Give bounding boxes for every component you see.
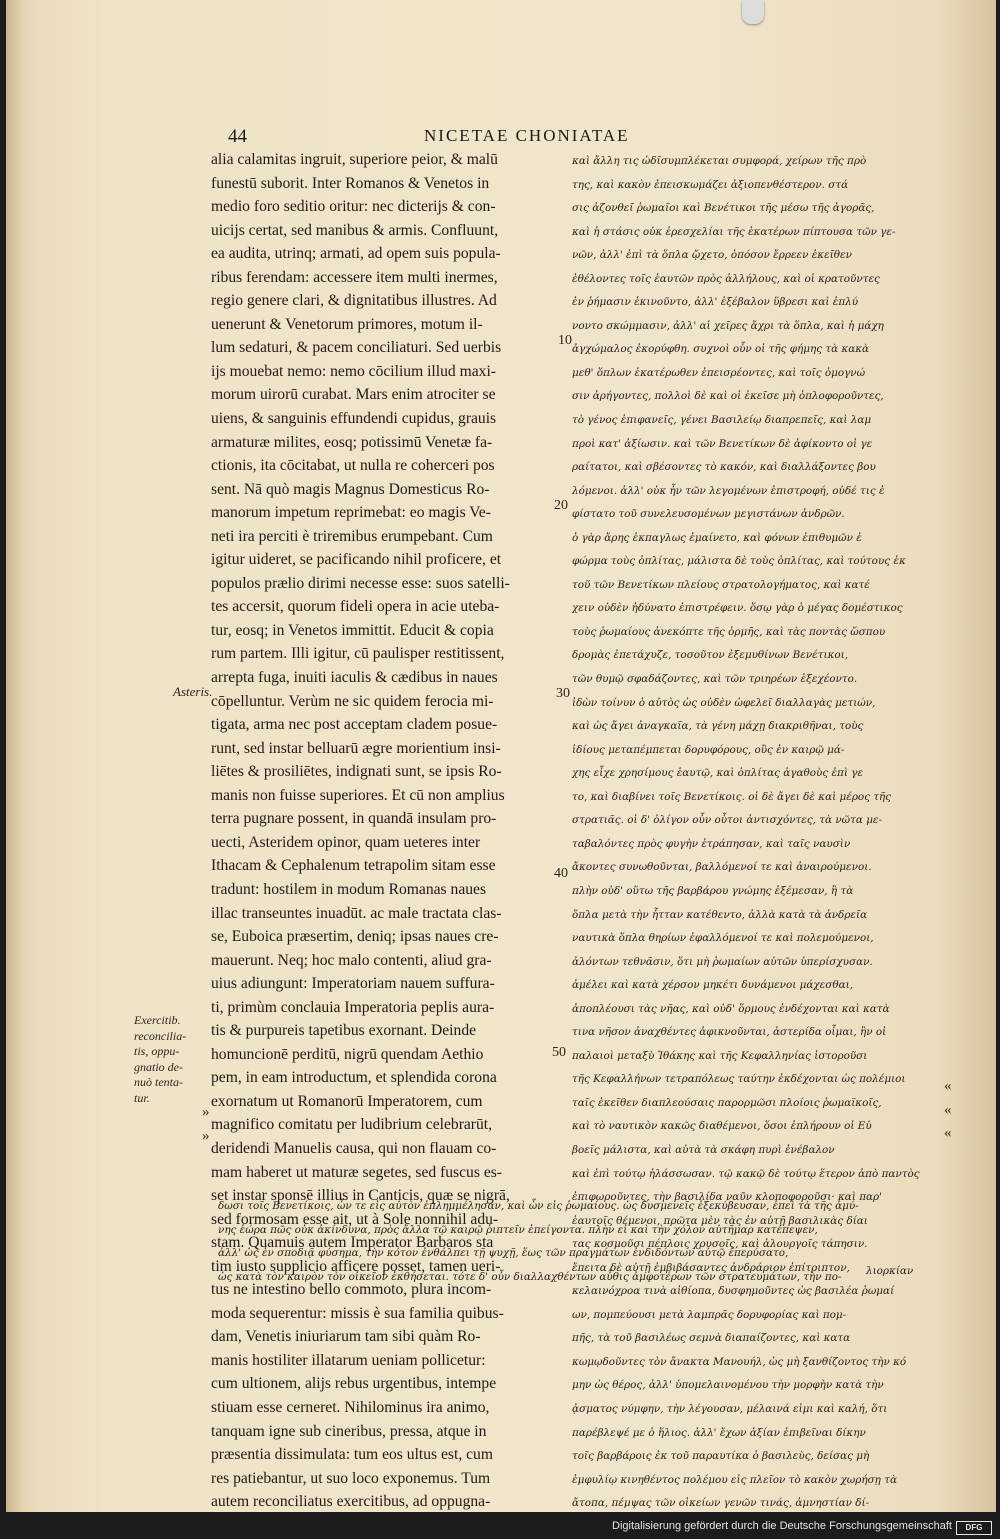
greek-text-line: παρέβλεψέ με ὁ ἥλιος. ἀλλ' ἔχων ἀξίαν ἐπιβεῖναι δίκην xyxy=(572,1426,866,1439)
latin-text-line: uecti, Asteridem opinor, quam ueteres inter xyxy=(211,833,481,851)
quote-mark: » xyxy=(202,1104,210,1120)
page-number: 44 xyxy=(228,126,247,147)
latin-text-line: tradunt: hostilem in modum Romanas naues xyxy=(211,880,487,898)
greek-text-line: τοῦ τῶν Βενετίκων πλείους στρατολογήματος, καὶ κατέ xyxy=(572,578,870,591)
greek-text-line: ἄτοπα, πέμψας τῶν οἰκείων γενῶν τινάς, ἀμνηστίαν δί- xyxy=(572,1497,870,1510)
greek-text-line: το, καὶ διαβίνει τοῖς Βενετίκοις. οἱ δὲ ἄγει δὲ καὶ μέρος τῆς xyxy=(572,790,892,803)
latin-text-line: moda sequerentur: missis è sua familia quibus- xyxy=(211,1304,504,1322)
greek-text-line: τῶν θυμῷ σφαδάζοντες, καὶ τῶν τριηρέων ἐξεχέοντο. xyxy=(572,673,858,686)
bookmark-clip xyxy=(742,0,764,24)
latin-text-line: cum ultionem, alijs rebus urgentibus, intempe xyxy=(211,1375,497,1393)
greek-text-line: τας κοσμοῦσι πέπλοις χρυσοῖς, καὶ ἁλουργοῖς τάπησιν. xyxy=(572,1238,868,1251)
book-page xyxy=(6,0,996,1512)
greek-text-line: σιν ἀρήγοντες, πολλοὶ δὲ καὶ οἱ ἐκεῖσε μὴ ὁπλοφοροῦντες, xyxy=(572,390,884,403)
greek-text-line: σις ἀζονθεῖ ῥωμαῖοι καὶ Βενέτικοι τῆς μέσω τῆς ἀγορᾶς, xyxy=(572,202,875,215)
latin-text-line: set instar sponsē illius in Canticis, quæ se nigrā, xyxy=(211,1187,510,1205)
latin-text-line: res patiebantur, ut suo loco exponemus. Tum xyxy=(211,1469,491,1487)
line-number: 30 xyxy=(556,686,570,701)
greek-text-line: λόμενοι. ἀλλ' οὐκ ἦν τῶν λεγομένων ἐπιστροφή, οὐδέ τις ἐ xyxy=(572,484,885,497)
latin-text-line: ijs mouebat nemo: nemo cōcilium illud maxi- xyxy=(211,362,496,380)
margin-note-line: tis, oppu- xyxy=(134,1044,180,1058)
greek-text-line: μεθ' ὅπλων ἑκατέρωθεν ἐπεισρέοντες, καὶ τοῖς ὁμογνώ xyxy=(572,366,866,379)
latin-text-line: liētes & prosiliētes, indignati sunt, se ipsis Ro- xyxy=(211,763,502,781)
greek-text-line: χειν οὐδὲν ἠδύνατο ἐπιστρέφειν. ὅσῳ γὰρ ὁ μέγας δομέστικος xyxy=(572,602,903,615)
latin-text-line: tis & purpureis tapetibus exornant. Deinde xyxy=(211,1022,477,1040)
greek-text-line: ὁ γὰρ ἄρης ἐκπαγλως ἐμαίνετο, καὶ φόνων ἐπιθυμῶν ἐ xyxy=(572,531,862,544)
footer-credit: Digitalisierung gefördert durch die Deutsche Forschungsgemeinschaft xyxy=(612,1520,952,1532)
latin-text-line: tes accersit, quorum fideli opera in acie uteba- xyxy=(211,598,500,616)
greek-text-line: ναυτικὰ ὅπλα θηρίων ἐφαλλόμενοί τε καὶ πολεμούμενοι, xyxy=(572,932,874,945)
greek-text-line: καὶ ἡ στάσις οὐκ ἐρεσχελίαι τῆς ἑκατέρων πίπτουσα τῶν γε- xyxy=(572,225,896,238)
line-number: 50 xyxy=(552,1045,566,1060)
latin-text-line: illac transeuntes inuadūt. ac male tractata clas- xyxy=(211,904,502,922)
latin-text-line: exornatum ut Romanorū Imperatorem, cum xyxy=(211,1092,483,1110)
latin-text-line: pem, in eam introductum, et splendida corona xyxy=(211,1069,497,1087)
latin-text-line: uenerunt & Venetorum primores, motum il- xyxy=(211,315,483,333)
greek-text-line: ταῖς ἐκεῖθεν διαπλεούσαις παρορμῶσι πλοίοις ῥωμαϊκοῖς, xyxy=(572,1096,882,1109)
latin-text-line: stiuam esse cerneret. Nihilominus ira animo, xyxy=(211,1398,490,1416)
latin-text-line: morum uirorū curabat. Mars enim atrociter se xyxy=(211,386,496,404)
greek-text-line: μην ὡς θέρος, ἀλλ' ὑπομελαινομένου τὴν μορφὴν κατὰ τὴν xyxy=(572,1379,884,1392)
latin-text-line: dam, Venetis iniuriarum tam sibi quàm Ro- xyxy=(211,1328,481,1346)
latin-text-line: regio genere clari, & dignitatibus illustres. Ad xyxy=(211,292,497,310)
greek-text-bottom xyxy=(218,1195,942,1289)
margin-note-line: Exercitib. xyxy=(134,1013,181,1027)
greek-text-line: τοῖς βαρβάροις ἐκ τοῦ παραυτίκα ὁ βασιλεὺς, δείσας μὴ xyxy=(572,1450,870,1463)
margin-note-line: nuò tenta- xyxy=(134,1075,183,1089)
latin-text-line: tur, eosq; in Venetos immittit. Educit & copia xyxy=(211,621,494,639)
greek-text-line: ᾀσματος νύμφην, τὴν λέγουσαν, μέλαινά εἰμι καὶ καλή, ὅτι xyxy=(572,1402,888,1415)
latin-text-line: deridendi Manuelis causa, qui non flauam co- xyxy=(211,1139,497,1157)
latin-text-line: homuncionē perditū, nigrū quendam Aethio xyxy=(211,1045,484,1063)
greek-text-line: ἐμφυλίῳ κινηθέντος πολέμου εἰς πλεῖον τὸ κακὸν χωρήσῃ τὰ xyxy=(572,1473,897,1486)
greek-text-line: ὡς κατὰ τὸν καιρὸν τὸν οἰκεῖον ἐκθήσεται. τότε δ' οὖν διαλλαχθέντων αὖθις ἀμφοτέρων τῶν στρατευμάτων, τὴν πο- xyxy=(218,1270,842,1283)
greek-text-column xyxy=(572,150,942,1512)
latin-text-line: se, Euboica præsertim, deniq; ipsas naues cre- xyxy=(211,928,499,946)
latin-text-line: manis hostiliter illatarum ueniam pollicetur: xyxy=(211,1351,486,1369)
dfg-logo: DFG xyxy=(956,1521,992,1535)
quote-marks-right xyxy=(944,1075,952,1146)
latin-text-line: arrepta fuga, inuiti iaculis & cædibus in naues xyxy=(211,669,498,687)
greek-text-line: φώρμα τοὺς ὁπλίτας, μάλιστα δὲ τοὺς ὁπλίτας, καὶ τούτους ἐκ xyxy=(572,555,906,568)
greek-text-line: ἀλλ' ὡς ἐν σποδιᾷ φύσημα, τὴν κότον ἐνθάλπει τῇ ψυχῇ, ἕως τῶν πραγμάτων ἐνδιδόντων αὐτῷ ἐπερύσατο, xyxy=(218,1247,789,1259)
line-number: 20 xyxy=(554,498,568,513)
latin-text-line: alia calamitas ingruit, superiore peior, & malū xyxy=(211,151,498,168)
greek-text-line: κελαινόχροα τινὰ αἰθίοπα, δυσφημοῦντες ὡς βασιλέα ῥωμαί xyxy=(572,1285,895,1298)
greek-text-line: ων, πομπεύουσι μετὰ λαμπρᾶς δορυφορίας καὶ πομ- xyxy=(572,1308,847,1321)
greek-text-line: καὶ ἄλλη τις ὠδῖσυμπλέκεται συμφορά, χείρων τῆς πρὸ xyxy=(572,155,867,167)
latin-text-line: mauerunt. Neq; hoc malo contenti, aliud gra- xyxy=(211,951,492,969)
greek-text-line: καὶ τὸ ναυτικὸν κακῶς διαθέμενοι, ὅσοι ἐπλήρουν οἱ Εὐ xyxy=(572,1120,872,1133)
running-title: NICETAE CHONIATAE xyxy=(424,126,630,145)
greek-text-line: νοντο σκώμμασιν, ἀλλ' αἱ χεῖρες ἄχρι τὰ ὅπλα, καὶ ἡ μάχη xyxy=(572,319,884,332)
footer-bar xyxy=(0,1512,1000,1539)
greek-text-line: ὅπλα μετὰ τὴν ἧτταν κατέθεντο, ἀλλὰ κατὰ τὰ ἀνδρεῖα xyxy=(572,908,868,921)
quote-mark: « xyxy=(944,1078,952,1094)
latin-text-line: sed formosam esse ait, ut à Sole nonnihil adu- xyxy=(211,1210,499,1228)
margin-note-line: tur. xyxy=(134,1090,150,1105)
greek-text-line: κωμῳδοῦντες τὸν ἄνακτα Μανουήλ, ὡς μὴ ξανθίζοντος τὴν κό xyxy=(572,1355,907,1368)
latin-text-line: rum partem. Illi igitur, cū paulisper restitissent, xyxy=(211,645,505,663)
page-header xyxy=(6,126,996,150)
latin-text-line: ti, primùm conclauia Imperatoria peplis aura- xyxy=(211,998,495,1016)
latin-text-line: sent. Nā quò magis Magnus Domesticus Ro- xyxy=(211,480,490,498)
greek-text-line: της, καὶ κακὸν ἐπεισκωμάζει ἀξιοπενθέστερον. στά xyxy=(572,178,849,191)
latin-text-line: tim iusto supplicio afficere posset, tamen ueri- xyxy=(211,1257,501,1275)
latin-text-line: populos prælio dirimi necesse esse: suos satelli- xyxy=(211,574,510,592)
line-number: 10 xyxy=(558,333,572,348)
greek-text-line: βοεῖς μάλιστα, καὶ αὐτὰ τὰ σκάφη πυρὶ ἐνέβαλον xyxy=(572,1143,835,1156)
latin-text-line: funestū suborit. Inter Romanos & Venetos in xyxy=(211,174,490,192)
greek-text-line: ἀποπλέουσι τὰς νῆας, καὶ οὐδ' ὅρμους ἐνδέχονται καὶ κατὰ xyxy=(572,1002,890,1015)
greek-text-line: πλὴν οὐδ' οὕτω τῆς βαρβάρου γνώμης ἐξέμεσαν, ἢ τὰ xyxy=(572,884,854,897)
greek-text-line: ραίτατοι, καὶ σβέσοντες τὸ κακόν, καὶ διαλλάξοντες βου xyxy=(572,461,876,474)
page-gutter xyxy=(6,0,24,1512)
latin-text-line: Ithacam & Cephalenum tetrapolim sitam esse xyxy=(211,857,496,875)
greek-text-line: ἐπιφωροῦντες, τὴν βασιλίδα ναῦν κλοποφοροῦσι· καὶ παρ' xyxy=(572,1191,883,1204)
greek-text-line: ἀμέλει καὶ κατὰ χέρσον μηκέτι δυνάμενοι μάχεσθαι, xyxy=(572,979,853,992)
greek-text-line: ἰδίους μεταπέμπεται δορυφόρους, οὓς ἐν καιρῷ μά- xyxy=(572,743,845,756)
latin-text-line: uiens, & sanguinis effundendi cupidus, grauis xyxy=(211,410,497,428)
greek-text-line: ταβαλόντες πρὸς φυγὴν ἐτράπησαν, καὶ ταῖς ναυσὶν xyxy=(572,837,851,850)
line-number: 40 xyxy=(554,866,568,881)
greek-text-line: καὶ ὡς ἄγει ἀναγκαῖα, τὰ γένη μάχῃ διακριθῆναι, τοὺς xyxy=(572,720,864,733)
greek-text-line: χης εἶχε χρησίμους ἑαυτῷ, καὶ ὁπλίτας ἀγαθοὺς ἐπὶ γε xyxy=(572,767,864,780)
margin-note-exercitib xyxy=(134,1013,186,1106)
latin-text-line: tigata, arma nec post acceptam cladem posue- xyxy=(211,716,498,734)
latin-text-line: magnifico comitatu per ludibrium celebrarūt, xyxy=(211,1116,493,1134)
latin-text-line: autem reconciliatus exercitibus, ad oppugna- xyxy=(211,1493,491,1511)
greek-text-line: ἑαυτοῖς θέμενοι, πρῶτα μὲν τὰς ἐν αὐτῇ βασιλικὰς δίαι xyxy=(572,1214,868,1227)
latin-text-line: ribus ferendam: accessere item multi inermes, xyxy=(211,268,498,286)
greek-text-line: νῶν, ἀλλ' ἐπὶ τὰ ὅπλα ᾤχετο, ὁπόσον ἔρρεεν ἐκεῖθεν xyxy=(572,249,852,262)
greek-text-line: παλαιοὶ μεταξὺ Ἰθάκης καὶ τῆς Κεφαλληνίας ἱστοροῦσι xyxy=(572,1049,868,1062)
latin-text-line: armaturæ milites, eosq; potissimū Venetæ fa- xyxy=(211,433,493,451)
quote-mark: « xyxy=(944,1125,952,1141)
latin-text-line: uius adiungunt: Imperatoriam nauem suffura- xyxy=(211,975,495,993)
latin-text-line: lum sedaturi, & pacem conciliaturi. Sed uerbis xyxy=(211,339,502,357)
latin-text-line: stam. Quamuis autem Imperator Barbaros sta xyxy=(211,1234,494,1252)
greek-text-line: τῆς Κεφαλλήνων τετραπόλεως ταύτην ἐκδέχονται ὡς πολέμιοι xyxy=(572,1073,906,1086)
quote-mark: « xyxy=(944,1101,952,1118)
greek-text-line: στρατιᾶς. οἱ δ' ὀλίγον οὖν οὗτοι ἀντισχόντες, τὰ νῶτα με- xyxy=(572,814,883,827)
latin-text-line: runt, sed instar belluarū ægre morientium insi- xyxy=(211,739,501,757)
margin-note-asteris: Asteris. xyxy=(173,684,213,699)
margin-note-line: reconcilia- xyxy=(134,1028,187,1043)
greek-text-line: προὶ κατ' ἀξίωσιν. καὶ τῶν Βενετίκων δὲ ἀφίκοντο οἱ γε xyxy=(572,437,873,450)
greek-text-line: φίστατο τοῦ συνελευσομένων μεγιστάνων ἀνδρῶν. xyxy=(572,508,845,521)
latin-text-line: cōpelluntur. Verùm ne sic quidem ferocia mi- xyxy=(211,692,494,710)
greek-text-line: ἰδὼν τοίνυν ὁ αὐτὸς ὡς οὐδὲν ὠφελεῖ διαλλαγὰς μετιών, xyxy=(572,696,876,709)
latin-text-line: tus ne intestino bello commoto, plura incom- xyxy=(211,1281,492,1299)
latin-text-line: neti ira perciti è triremibus erumpebant. Cum xyxy=(211,527,493,545)
greek-text-line: ἐν ῥήμασιν ἐκινοῦντο, ἀλλ' ἐξέβαλον ὕβρεσι καὶ ἐπλύ xyxy=(572,296,859,309)
greek-text-line: ἀγχώμαλος ἐκορύφθη. συχνοὶ οὖν οἱ τῆς φήμης τὰ κακὰ xyxy=(572,343,870,356)
greek-text-line: καὶ ἐπὶ τούτῳ ἠλάσσωσαν. τῷ κακῷ δὲ τούτῳ ἕτερον ἀπὸ παντὸς xyxy=(572,1167,920,1180)
greek-text-line: ἀλόντων τεθνᾶσιν, ὅτι μὴ ῥωμαίων αὐτῶν ὑπερίσχυσαν. xyxy=(572,955,873,968)
quote-marks-left xyxy=(202,1101,210,1148)
greek-text-line: τοὺς ῥωμαίους ἀνεκόπτε τῆς ὁρμῆς, καὶ τὰς ποντὰς ὥσπου xyxy=(572,625,886,638)
greek-text-line: δρομὰς ἐπετάχυζε, τοσοῦτον ἐξεμυθίνων Βενέτικοι, xyxy=(572,649,849,662)
latin-text-line: manis non fuisse superiores. Et cū non amplius xyxy=(211,786,505,804)
greek-text-line: πῆς, τὰ τοῦ βασιλέως σεμνὰ διαπαίζοντες, καὶ κατα xyxy=(572,1332,851,1345)
latin-text-line: manorum impetum reprimebat: eo magis Ve- xyxy=(211,504,491,522)
latin-text-line: ctionis, ita cōcitabat, ut nulla re coherceri pos xyxy=(211,457,495,475)
latin-text-line: præsentia dissimulata: tum eos ultus est, cum xyxy=(211,1446,493,1464)
latin-text-line: terra pugnare possent, in quandā insulam pro- xyxy=(211,810,497,828)
greek-text-line: τινα νῆσον ἀναχθέντες ἀφικνοῦνται, ἀστερίδα οἶμαι, ἣν οἱ xyxy=(572,1026,887,1039)
latin-text-line: ea audita, utrinq; armati, ad opem suis popula- xyxy=(211,245,501,263)
greek-text-line: ἐθέλοντες τοῖς ἑαυτῶν πρὸς ἀλλήλους, καὶ οἱ κρατοῦντες xyxy=(572,272,880,285)
greek-final-word: λιορκίαν xyxy=(866,1265,914,1277)
margin-note-line: gnatio de- xyxy=(134,1059,183,1074)
greek-text-line: δωσι τοῖς Βενετίκοις, ὧν τε εἰς αὐτὸν ἐπλημμέλησαν, καὶ ὧν εἰς ῥωμαίους. ὡς δυσμενεῖς ἐξεκύβευσαν, ἐπεὶ τὰ τῆς ἀμύ- xyxy=(218,1200,859,1212)
greek-text-line: νης ἑώρα πῶς οὐκ ἀκίνδυνα, πρὸς ἄλλα τῷ καιρῷ ῥιπτεῖν ἐπείγοντα. πλὴν εἰ καὶ τὴν χόλον αὐτῆμαρ κατέπεψεν, xyxy=(218,1223,818,1236)
latin-text-line: uicijs certat, sed manibus & armis. Confluunt, xyxy=(211,221,499,239)
greek-text-line: ἔπειτα δὲ αὐτῇ ἐμβιβάσαντες ἀνδράριον ἐπίτριπτον, xyxy=(572,1261,850,1274)
greek-text-line: ἄκοντες συνωθοῦνται, βαλλόμενοί τε καὶ ἀναιρούμενοι. xyxy=(572,861,872,874)
latin-text-column xyxy=(211,148,565,1512)
latin-text-line: medio foro seditio oritur: nec dicterijs & con- xyxy=(211,198,496,216)
quote-mark: » xyxy=(202,1127,210,1144)
latin-text-line: mam haberet ut maturæ segetes, sed fuscus es- xyxy=(211,1163,502,1181)
latin-text-line: igitur uideret, se pacificando nihil proficere, et xyxy=(211,551,502,569)
greek-text-line: τὸ γένος ἐπιφανεῖς, γένει Βασιλείῳ διαπρεπεῖς, καὶ λαμ xyxy=(572,414,872,427)
latin-text-line: tanquam igne sub cineribus, pressa, atque in xyxy=(211,1422,487,1440)
